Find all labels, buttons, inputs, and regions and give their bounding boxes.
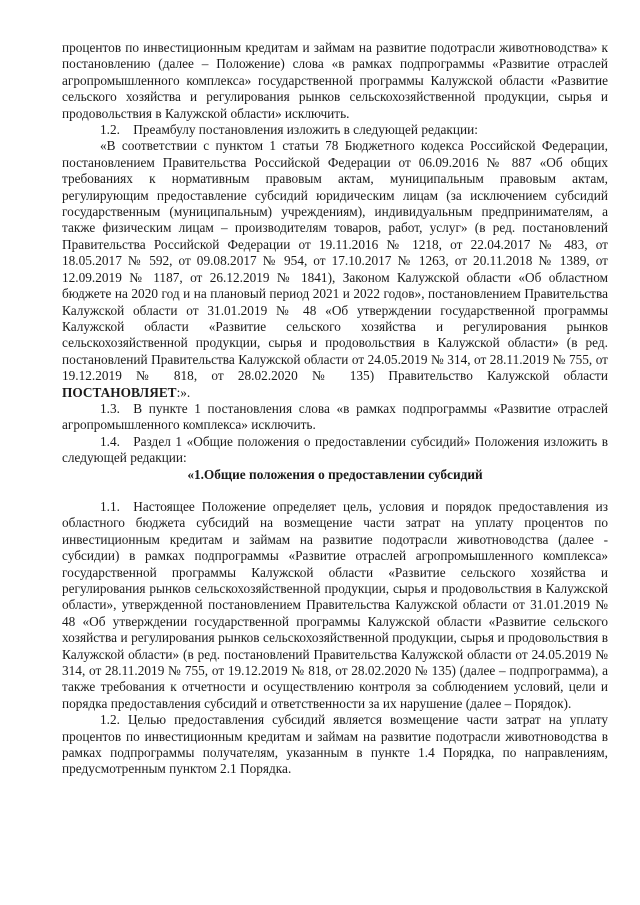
- paragraph-1-4: 1.4. Раздел 1 «Общие положения о предоставлении субсидий» Положения изложить в следующей редакции:: [62, 433, 608, 466]
- paragraph-continuation: процентов по инвестиционным кредитам и займам на развитие подотрасли животноводства» к постановлению (далее – Положение) слова «в рамках подпрограммы «Развитие отраслей агропромышленного комплекса» государственной программы Калужской области «Развитие сельского хозяйства и регулирования рынков сельскохозяйственной продукции, сырья и продовольствия в Калужской области» исключить.: [62, 40, 608, 121]
- section-heading: «1.Общие положения о предоставлении субсидий: [187, 466, 483, 482]
- preamble-text: «В соответствии с пунктом 1 статьи 78 Бюджетного кодекса Российской Федерации, постановлением Правительства Российской Федерации от 06.09.2016 № 887 «Об общих требованиях к нормативным правовым актам, муниципальным правовым актам, регулирующим предоставление субсидий юридическим лицам (за исключением субсидий государственным (муниципальным) учреждениям), индивидуальным предпринимателям, а также физическим лицам – производителям товаров, работ, услуг» (в ред. постановлений Правительства Российской Федерации от 19.11.2016 № 1218, от 22.04.2017 № 483, от 18.05.2017 № 592, от 09.08.2017 № 954, от 17.10.2017 № 1263, от 20.11.2018 № 1389, от 12.09.2019 № 1187, от 26.12.2019 № 1841), Законом Калужской области «Об областном бюджете на 2020 год и на плановый период 2021 и 2022 годов», постановлением Правительства Калужской области от 31.01.2019 № 48 «Об утверждении государственной программы Калужской области «Развитие сельского хозяйства и регулирования рынков сельскохозяйственной продукции, сырья и продовольствия в Калужской области» (в ред. постановлений Правительства Калужской области от 24.05.2019 № 314, от 28.11.2019 № 755, от 19.12.2019 № 818, от 28.02.2020 № 135) Правительство Калужской области: [62, 138, 608, 384]
- paragraph-section-1-2: 1.2. Целью предоставления субсидий является возмещение части затрат на уплату процентов по инвестиционным кредитам и займам на развитие подотрасли животноводства в рамках подпрограммы получателям, указанным в пункте 1.4 Порядка, по направлениям, предусмотренным пунктом 2.1 Порядка.: [62, 712, 608, 777]
- preamble-bold-word: ПОСТАНОВЛЯЕТ: [62, 384, 177, 400]
- paragraph-1-3: 1.3. В пункте 1 постановления слова «в рамках подпрограммы «Развитие отраслей агропромышленного комплекса» исключить.: [62, 400, 608, 433]
- paragraph-preamble: [62, 138, 608, 401]
- preamble-ending: :».: [176, 384, 191, 400]
- paragraph-1-2: 1.2. Преамбулу постановления изложить в следующей редакции:: [100, 122, 478, 138]
- paragraph-section-1-1: 1.1. Настоящее Положение определяет цель, условия и порядок предоставления из областного бюджета субсидий на возмещение части затрат на уплату процентов по инвестиционным кредитам и займам на развитие подотрасли животноводства (далее - субсидии) в рамках подпрограммы «Развитие отраслей агропромышленного комплекса» государственной программы Калужской области «Развитие сельского хозяйства и регулирования рынков сельскохозяйственной продукции, сырья и продовольствия в Калужской области», утвержденной постановлением Правительства Калужской области от 31.01.2019 № 48 «Об утверждении государственной программы Калужской области «Развитие сельского хозяйства и регулирования рынков сельскохозяйственной продукции, сырья и продовольствия в Калужской области» (в ред. постановлений Правительства Калужской области от 24.05.2019 № 314, от 28.11.2019 № 755, от 19.12.2019 № 818, от 28.02.2020 № 135) (далее – подпрограмма), а также требования к отчетности и осуществлению контроля за соблюдением условий, цели и порядка предоставления субсидий и ответственности за их нарушение (далее – Порядок).: [62, 498, 608, 711]
- heading-spacer: [62, 483, 608, 499]
